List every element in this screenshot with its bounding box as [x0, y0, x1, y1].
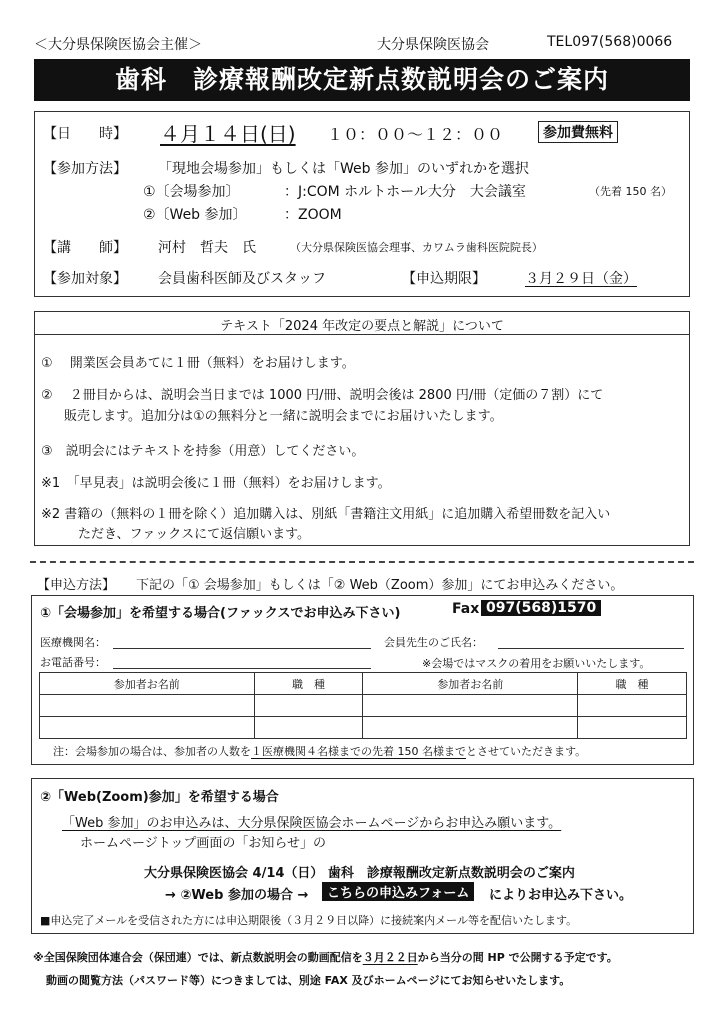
web-path-suffix: によりお申込み下さい。 — [489, 888, 633, 903]
phone-label: お電話番号： — [40, 656, 106, 669]
datetime-label: 【日 時】 — [43, 126, 127, 142]
association-name: 大分県保険医協会 — [377, 37, 489, 53]
option1-label: ①〔会場参加〕 — [143, 184, 240, 200]
mask-note: ※会場ではマスクの着用をお願いいたします。 — [422, 657, 651, 670]
homepage-guide: ホームページトップ画面の「お知らせ」の — [80, 836, 326, 851]
occupation-cell[interactable] — [254, 695, 363, 717]
option2-value: ：ZOOM — [284, 207, 342, 223]
participant-name-cell[interactable] — [40, 695, 255, 717]
fee-badge: 参加費無料 — [538, 121, 618, 143]
venue-footnote-limit: １医療機関４名様までの先着 150 名様まで — [251, 745, 466, 758]
member-name-label: 会員先生のご氏名： — [384, 636, 483, 649]
participant-name-cell[interactable] — [363, 695, 578, 717]
venue-footnote-prefix: 注：会場参加の場合は、参加者の人数を — [53, 745, 251, 758]
table-row — [40, 717, 687, 739]
table-row — [40, 695, 687, 717]
col-participant-name-2: 参加者お名前 — [363, 673, 578, 695]
lecturer-name: 河村 哲夫 氏 — [158, 240, 256, 256]
event-time: １０：００～１２：００ — [327, 125, 504, 144]
news-item-title: 大分県保険医協会 4/14（日） 歯科 診療報酬改定新点数説明会のご案内 — [144, 866, 575, 881]
deadline-label: 【申込期限】 — [402, 271, 486, 287]
page-title: 歯科 診療報酬改定新点数説明会のご案内 — [34, 59, 690, 101]
fax-label: Fax — [452, 601, 480, 617]
textbook-item2-line1: ② ２冊目からは、説明会当日までは 1000 円/冊、説明会後は 2800 円/冊（定価の７割）にて — [41, 388, 604, 403]
cut-line — [30, 561, 694, 563]
col-occupation-1: 職 種 — [254, 673, 363, 695]
application-form-link[interactable]: こちらの申込みフォーム — [322, 882, 474, 901]
footer-line1 — [33, 949, 618, 965]
participant-name-cell[interactable] — [40, 717, 255, 739]
web-form-heading: ②「Web(Zoom)参加」を希望する場合 — [40, 790, 279, 805]
web-apply-instruction: 「Web 参加」のお申込みは、大分県保険医協会ホームページからお申込み願います。 — [62, 816, 562, 831]
option1-note: （先着 150 名） — [589, 185, 672, 198]
occupation-cell[interactable] — [578, 717, 687, 739]
target-value: 会員歯科医師及びスタッフ — [158, 271, 326, 287]
textbook-heading: テキスト「2024 年改定の要点と解説」について — [220, 319, 504, 334]
participant-name-cell[interactable] — [363, 717, 578, 739]
footer-line1-suffix: から当分の間 HP で公開する予定です。 — [417, 951, 618, 964]
fax-number: 097(568)1570 — [481, 600, 601, 616]
occupation-cell[interactable] — [578, 695, 687, 717]
textbook-note2-line1: ※2 書籍の（無料の１冊を除く）追加購入は、別紙「書籍注文用紙」に追加購入希望冊数を記入い — [41, 507, 611, 522]
method-text: 「現地会場参加」もしくは「Web 参加」のいずれかを選択 — [158, 161, 529, 177]
footer-line1-prefix: ※全国保険団体連合会（保団連）では、新点数説明会の動画配信を — [33, 951, 363, 964]
textbook-note2-line2: ただき、ファックスにて返信願います。 — [78, 527, 311, 542]
lecturer-note: （大分県保険医協会理事、カワムラ歯科医院院長） — [290, 241, 543, 254]
textbook-note1: ※1 「早見表」は説明会後に１冊（無料）をお届けします。 — [41, 476, 391, 491]
association-tel: TEL097(568)0066 — [547, 34, 673, 50]
clinic-name-label: 医療機関名： — [40, 636, 106, 649]
member-name-field[interactable] — [498, 648, 684, 649]
occupation-cell[interactable] — [254, 717, 363, 739]
venue-form-heading: ①「会場参加」を希望する場合(ファックスでお申込み下さい) — [40, 606, 401, 621]
apply-method-text: 下記の「① 会場参加」もしくは「② Web（Zoom）参加」にてお申込みください。 — [136, 578, 624, 593]
event-date: ４月１４日(日) — [160, 122, 296, 146]
venue-footnote-suffix: とさせていただきます。 — [466, 745, 587, 758]
option1-value: ：J:COM ホルトホール大分 大会議室 — [284, 184, 526, 200]
web-path-prefix: → ②Web 参加の場合 → — [165, 888, 309, 903]
col-occupation-2: 職 種 — [578, 673, 687, 695]
textbook-item3: ③ 説明会にはテキストを持参（用意）してください。 — [41, 444, 365, 459]
method-label: 【参加方法】 — [43, 161, 127, 177]
clinic-name-field[interactable] — [113, 648, 371, 649]
target-label: 【参加対象】 — [43, 271, 127, 287]
footer-line2: 動画の閲覧方法（パスワード等）につきましては、別途 FAX 及びホームページにてお知らせいたします。 — [46, 974, 571, 987]
venue-footnote — [53, 743, 586, 759]
textbook-item1: ① 開業医会員あてに１冊（無料）をお届けします。 — [41, 356, 355, 371]
col-participant-name-1: 参加者お名前 — [40, 673, 255, 695]
deadline-value: ３月２９日（金） — [525, 271, 637, 287]
organizer-label: ＜大分県保険医協会主催＞ — [34, 37, 202, 53]
textbook-item2-line2: 販売します。追加分は①の無料分と一緒に説明会までにお届けいたします。 — [64, 409, 503, 424]
phone-field[interactable] — [113, 668, 371, 669]
apply-method-label: 【申込方法】 — [37, 578, 116, 593]
footer-line1-date: ３月２２日 — [362, 951, 418, 964]
mail-note: ■申込完了メールを受信された方には申込期限後（３月２９日以降）に接続案内メール等を配信いたします。 — [40, 914, 578, 927]
lecturer-label: 【講 師】 — [43, 240, 127, 256]
table-header-row — [40, 673, 687, 695]
option2-label: ②〔Web 参加〕 — [143, 207, 247, 223]
participant-table — [39, 672, 687, 739]
